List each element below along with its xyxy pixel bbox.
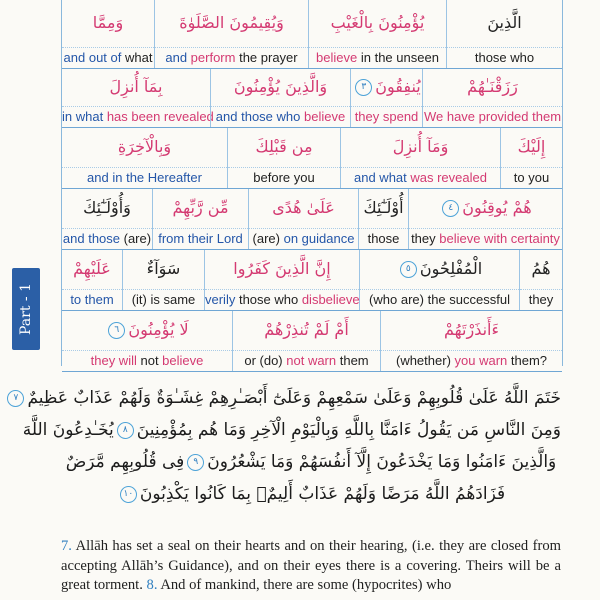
verse-number-label: 8. xyxy=(146,577,161,593)
arabic-word xyxy=(62,72,210,102)
arabic-verse-line xyxy=(13,382,561,414)
gloss-segment: they xyxy=(411,231,440,246)
gloss-segment: perform xyxy=(190,50,236,65)
word-cell xyxy=(62,0,154,68)
word-cell xyxy=(446,0,562,68)
arabic-word xyxy=(351,72,422,102)
english-gloss xyxy=(447,47,562,68)
word-cell xyxy=(62,250,122,310)
arabic-word xyxy=(205,254,359,284)
gloss-segment: and out of xyxy=(63,50,125,65)
gloss-segment: before you xyxy=(253,170,315,185)
arabic-word-text: وَأُوْلَـٰٓئِكَ xyxy=(83,198,131,217)
gloss-segment: believe xyxy=(303,109,346,124)
arabic-word xyxy=(501,132,562,162)
arabic-word-text: وَيُقِيمُونَ الصَّلَوٰةَ xyxy=(179,13,284,32)
gloss-segment: was revealed xyxy=(410,170,487,185)
arabic-word-text: سَوَآءٌ xyxy=(146,259,181,278)
arabic-word xyxy=(228,132,340,162)
gloss-segment: them? xyxy=(507,353,548,368)
word-cell xyxy=(210,69,350,127)
translation-paragraph xyxy=(61,537,561,596)
gloss-segment: believe xyxy=(316,50,358,65)
gloss-segment: has been revealed xyxy=(106,109,214,124)
arabic-word-text: وَالَّذِينَ يُؤْمِنُونَ xyxy=(233,77,328,96)
arabic-word-text: وَمَآ أُنزِلَ xyxy=(392,137,449,156)
english-gloss xyxy=(360,289,519,310)
arabic-word-text: هُمُ xyxy=(531,259,551,278)
word-cell xyxy=(422,69,562,127)
verse-number-icon: ٣ xyxy=(355,79,372,96)
verse-number-icon: ٨ xyxy=(117,422,134,439)
word-cell xyxy=(340,128,500,188)
arabic-word-text: هُمْ يُوقِنُونَ xyxy=(462,198,532,217)
arabic-verse-continuation: يُخَـٰدِعُونَ اللَّهَ xyxy=(22,420,114,440)
arabic-word-text: إِلَيْكَ xyxy=(517,137,546,156)
arabic-word xyxy=(233,315,380,345)
gloss-segment: from their Lord xyxy=(158,231,243,246)
gloss-segment: or (do) xyxy=(244,353,287,368)
gloss-segment: verily xyxy=(205,292,239,307)
english-gloss xyxy=(211,106,350,127)
gloss-segment: (who are) xyxy=(369,292,428,307)
translation-text: Allāh has set a seal on their hearts and on their hearing, (i.e. they are closed from accepting Allāh’s Guidance), and on their eyes there is a covering. Theirs will be a great torment. xyxy=(61,538,561,593)
arabic-word-text: يُؤْمِنُونَ بِالْغَيْبِ xyxy=(330,13,425,32)
english-gloss xyxy=(351,106,422,127)
gloss-segment: (it) is same xyxy=(131,292,196,307)
arabic-word xyxy=(309,8,446,38)
grid-row xyxy=(62,311,562,372)
word-cell xyxy=(380,311,562,371)
gloss-segment: them xyxy=(339,353,369,368)
arabic-word xyxy=(423,72,562,102)
english-gloss xyxy=(123,289,204,310)
word-cell xyxy=(62,311,232,371)
arabic-word-text: يُنفِقُونَ xyxy=(375,77,421,96)
arabic-word-text: وَمِمَّا xyxy=(92,13,124,32)
gloss-segment: they will xyxy=(90,353,141,368)
word-cell xyxy=(122,250,204,310)
word-cell xyxy=(500,128,562,188)
word-cell xyxy=(154,0,308,68)
word-cell xyxy=(227,128,340,188)
arabic-verse-text: فَزَادَهُمُ اللَّهُ مَرَضًا وَلَهُمْ عَذَابٌ أَلِيمٌۢ بِمَا كَانُوا يَكْذِبُونَ xyxy=(139,484,506,504)
arabic-word xyxy=(153,193,248,223)
word-cell xyxy=(152,189,248,249)
arabic-word xyxy=(155,8,308,38)
grid-row xyxy=(62,128,562,189)
arabic-verse-line xyxy=(61,446,561,478)
grid-row xyxy=(62,69,562,128)
gloss-segment: (are) xyxy=(252,231,284,246)
arabic-verse-text: وَالَّذِينَ ءَامَنُوا وَمَا يَخْدَعُونَ إِلَّآ أَنفُسَهُمْ وَمَا يَشْعُرُونَ xyxy=(207,452,557,472)
word-cell xyxy=(62,128,227,188)
gloss-segment: those who xyxy=(474,50,535,65)
arabic-word-text: إِنَّ الَّذِينَ كَفَرُوا xyxy=(233,259,331,278)
arabic-word-text: أَمْ لَمْ تُنذِرْهُمْ xyxy=(264,320,349,339)
arabic-word xyxy=(62,315,232,345)
gloss-segment: in the unseen xyxy=(357,50,439,65)
gloss-segment: they xyxy=(528,292,554,307)
gloss-segment: what xyxy=(124,50,153,65)
arabic-word xyxy=(62,254,122,284)
english-gloss xyxy=(153,228,248,249)
arabic-word xyxy=(62,8,154,38)
gloss-segment: not xyxy=(286,353,308,368)
gloss-segment: believe xyxy=(162,353,204,368)
arabic-verses-block xyxy=(13,382,561,510)
verse-number-label: 7. xyxy=(61,538,76,554)
english-gloss xyxy=(62,228,152,249)
word-cell xyxy=(350,69,422,127)
gloss-segment: and in the Hereafter xyxy=(87,170,202,185)
word-cell xyxy=(62,69,214,127)
arabic-word-text: الْمُفْلِحُونَ xyxy=(419,259,483,278)
gloss-segment: and what xyxy=(354,170,411,185)
arabic-word-text: لَا يُؤْمِنُونَ xyxy=(128,320,189,339)
arabic-verse-line xyxy=(22,414,561,446)
word-cell xyxy=(204,250,359,310)
arabic-verse-text: خَتَمَ اللَّهُ عَلَىٰ قُلُوبِهِمْ وَعَلَىٰ سَمْعِهِمْ وَعَلَىٰٓ أَبْصَـٰرِهِمْ غِشَـٰوَةٌ وَلَهُمْ عَذَابٌ عَظِيمٌ xyxy=(27,388,561,408)
arabic-word-text: عَلَىٰ هُدًى xyxy=(272,198,335,217)
english-gloss xyxy=(381,350,562,371)
english-gloss xyxy=(249,228,358,249)
gloss-segment: and xyxy=(165,50,191,65)
grid-row xyxy=(62,0,562,69)
gloss-segment: on guidance xyxy=(283,231,355,246)
arabic-word-text: ءَأَنذَرْتَهُمْ xyxy=(443,320,500,339)
arabic-word-text: أُوْلَـٰٓئِكَ xyxy=(363,198,404,217)
english-gloss xyxy=(423,106,562,127)
english-gloss xyxy=(309,47,446,68)
grid-row xyxy=(62,250,562,311)
verse-number-icon: ١٠ xyxy=(120,486,137,503)
arabic-word xyxy=(249,193,358,223)
gloss-segment: and those who xyxy=(215,109,304,124)
gloss-segment: (are) xyxy=(123,231,152,246)
arabic-word xyxy=(359,193,408,223)
gloss-segment: believe with certainty xyxy=(439,231,560,246)
arabic-verse-line xyxy=(61,478,561,510)
gloss-segment: (whether) xyxy=(395,353,455,368)
word-cell xyxy=(359,250,519,310)
arabic-verse-text: وَمِنَ النَّاسِ مَن يَقُولُ ءَامَنَّا بِاللَّهِ وَبِالْيَوْمِ الْآخِرِ وَمَا هُم بِمُؤْمِنِينَ xyxy=(136,420,561,440)
part-tab[interactable] xyxy=(12,268,40,350)
word-cell xyxy=(232,311,380,371)
part-tab-label: Part - 1 xyxy=(18,283,34,335)
arabic-word xyxy=(123,254,204,284)
english-gloss xyxy=(205,289,359,310)
arabic-word-text: عَلَيْهِمْ xyxy=(73,259,111,278)
translation-text: And of mankind, there are some (hypocrites) who xyxy=(160,577,452,593)
english-gloss xyxy=(228,167,340,188)
gloss-segment: those who xyxy=(238,292,302,307)
word-by-word-grid xyxy=(61,0,563,366)
arabic-word xyxy=(62,132,227,162)
verse-number-icon: ٩ xyxy=(187,454,204,471)
english-gloss xyxy=(62,47,154,68)
english-gloss xyxy=(409,228,562,249)
arabic-word xyxy=(409,193,562,223)
english-gloss xyxy=(520,289,562,310)
gloss-segment: not xyxy=(140,353,163,368)
english-gloss xyxy=(233,350,380,371)
english-gloss xyxy=(62,289,122,310)
arabic-word-text: مِن قَبْلِكَ xyxy=(255,137,313,156)
arabic-word xyxy=(447,8,562,38)
word-cell xyxy=(519,250,562,310)
english-gloss xyxy=(62,106,214,127)
english-gloss xyxy=(341,167,500,188)
arabic-verse-continuation: فِى قُلُوبِهِم مَّرَضٌ xyxy=(65,452,185,472)
verse-number-icon: ٥ xyxy=(400,261,417,278)
gloss-segment: those xyxy=(367,231,400,246)
arabic-word-text: رَزَقْنَـٰهُمْ xyxy=(467,77,518,96)
english-gloss xyxy=(62,167,227,188)
arabic-word xyxy=(520,254,562,284)
gloss-segment: you warn xyxy=(454,353,508,368)
gloss-segment: and those xyxy=(62,231,124,246)
verse-number-icon: ٧ xyxy=(7,390,24,407)
arabic-word xyxy=(211,72,350,102)
gloss-segment: We have provided them xyxy=(423,109,562,124)
verse-number-icon: ٦ xyxy=(108,322,125,339)
arabic-word xyxy=(360,254,519,284)
arabic-word-text: بِمَآ أُنزِلَ xyxy=(109,77,163,96)
gloss-segment: they spend xyxy=(354,109,419,124)
word-cell xyxy=(358,189,408,249)
word-cell xyxy=(408,189,562,249)
gloss-segment: warn xyxy=(307,353,340,368)
word-cell xyxy=(308,0,446,68)
gloss-segment: in what xyxy=(62,109,107,124)
grid-row xyxy=(62,189,562,250)
verse-number-icon: ٤ xyxy=(442,200,459,217)
arabic-word xyxy=(381,315,562,345)
word-cell xyxy=(248,189,358,249)
arabic-word-text: مِّن رَّبِّهِمْ xyxy=(172,198,229,217)
english-gloss xyxy=(359,228,408,249)
arabic-word xyxy=(62,193,152,223)
gloss-segment: the successful xyxy=(427,292,510,307)
arabic-word xyxy=(341,132,500,162)
gloss-segment: disbelieve xyxy=(301,292,360,307)
gloss-segment: to you xyxy=(513,170,550,185)
arabic-word-text: الَّذِينَ xyxy=(487,13,522,32)
english-gloss xyxy=(62,350,232,371)
english-gloss xyxy=(501,167,562,188)
gloss-segment: to them xyxy=(70,292,114,307)
word-cell xyxy=(62,189,152,249)
arabic-word-text: وَبِالْآخِرَةِ xyxy=(117,137,172,156)
english-gloss xyxy=(155,47,308,68)
gloss-segment: the prayer xyxy=(235,50,298,65)
